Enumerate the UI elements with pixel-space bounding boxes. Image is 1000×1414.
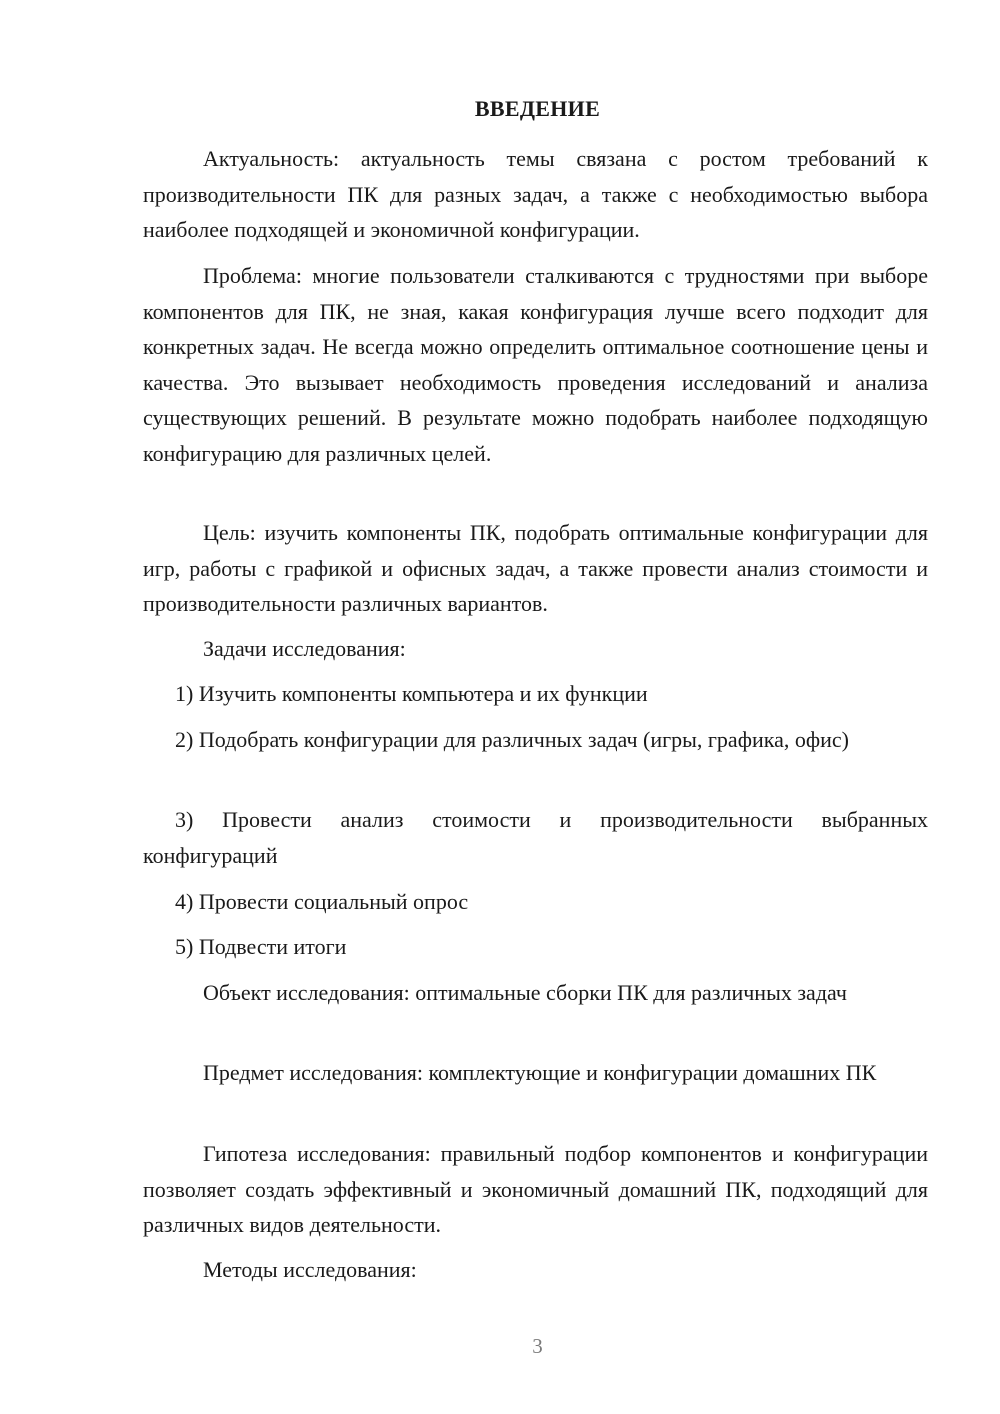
- paragraph-subject: Предмет исследования: комплектующие и конфигурации домашних ПК: [203, 1060, 877, 1085]
- paragraph-methods-heading: Методы исследования:: [203, 1257, 417, 1282]
- paragraph-object: Объект исследования: оптимальные сборки ПК для различных задач: [203, 980, 847, 1005]
- page-number: 3: [532, 1334, 543, 1358]
- paragraph-hypothesis: Гипотеза исследования: правильный подбор компонентов и конфигурации позволяет создать эффективный и экономичный домашний ПК, подходящий для различных видов деятельности.: [143, 1141, 928, 1237]
- list-item-task-3: 3) Провести анализ стоимости и производительности выбранных конфигураций: [143, 807, 928, 868]
- paragraph-goal: Цель: изучить компоненты ПК, подобрать оптимальные конфигурации для игр, работы с графикой и офисных задач, а также провести анализ стоимости и производительности различных вариантов.: [143, 520, 928, 616]
- paragraph-relevance: Актуальность: актуальность темы связана с ростом требований к производительности ПК для разных задач, а также с необходимостью выбора наиболее подходящей и экономичной конфигурации.: [143, 146, 928, 242]
- list-item-task-2: 2) Подобрать конфигурации для различных задач (игры, графика, офис): [175, 727, 849, 752]
- paragraph-tasks-heading: Задачи исследования:: [203, 636, 406, 661]
- list-item-task-5: 5) Подвести итоги: [175, 934, 347, 959]
- list-item-task-1: 1) Изучить компоненты компьютера и их функции: [175, 681, 648, 706]
- page-title: ВВЕДЕНИЕ: [474, 96, 601, 121]
- paragraph-problem: Проблема: многие пользователи сталкиваются с трудностями при выборе компонентов для ПК, не зная, какая конфигурация лучше всего подходит для конкретных задач. Не всегда можно определить оптимальное соотношение цены и качества. Это вызывает необходимость проведения исследований и анализа существующих решений. В результате можно подобрать наиболее подходящую конфигурацию для различных целей.: [143, 263, 928, 466]
- list-item-task-4: 4) Провести социальный опрос: [175, 889, 469, 914]
